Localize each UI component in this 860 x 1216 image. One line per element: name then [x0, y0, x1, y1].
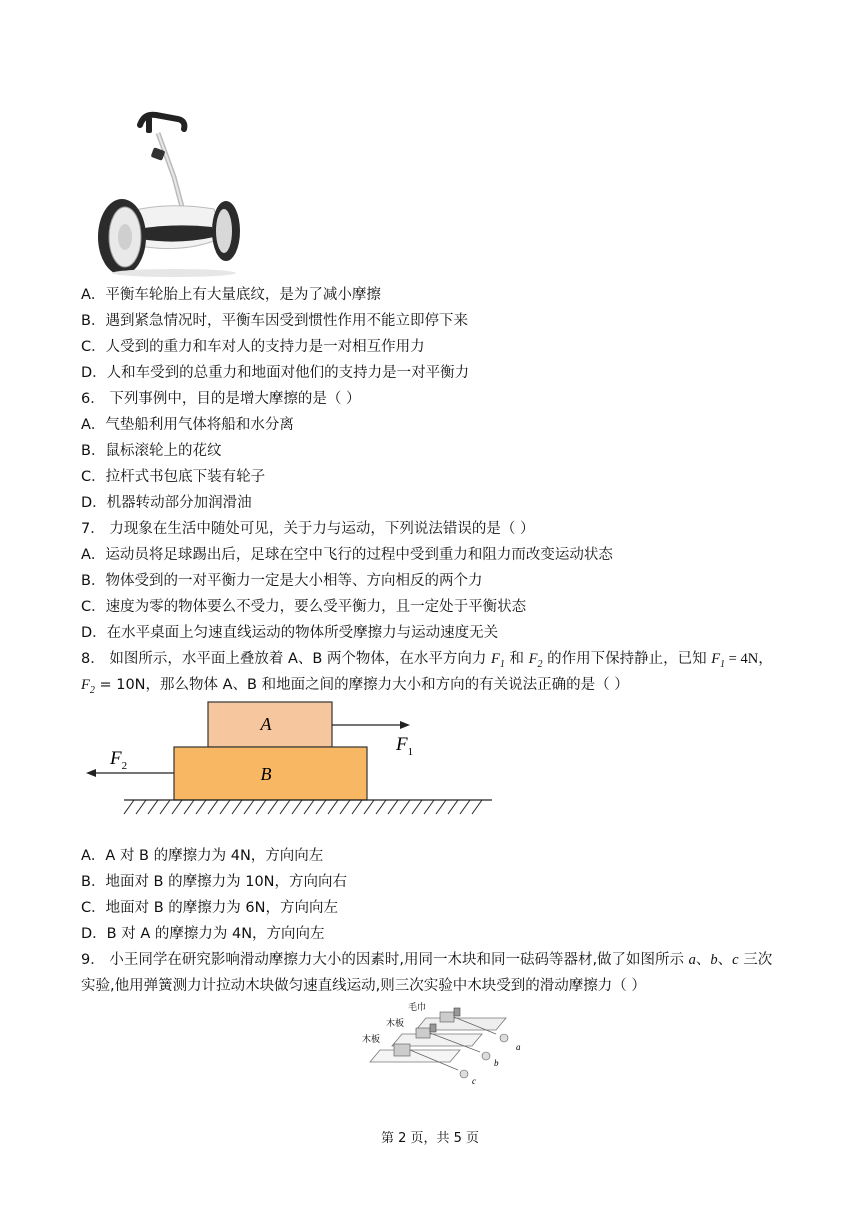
q9-stem-line1: 9． 小王同学在研究影响滑动摩擦力大小的因素时,用同一木块和同一砝码等器材,做了如图所示 a、b、c 三次 [81, 952, 773, 968]
svg-text:木板: 木板 [386, 1018, 405, 1028]
svg-text:a: a [516, 1042, 521, 1052]
q6-option-a: A．气垫船利用气体将船和水分离 [81, 417, 294, 433]
q5-option-b: B．遇到紧急情况时，平衡车因受到惯性作用不能立即停下来 [81, 313, 468, 329]
q8-stem-line2: $F_2 = 10N$，那么物体 A、B 和地面之间的摩擦力大小和方向的有关说法正确的是（ ） [81, 677, 629, 696]
block-b-label: B [260, 764, 272, 784]
q9-stem-line2: 实验,他用弹簧测力计拉动木块做匀速直线运动,则三次实验中木块受到的滑动摩擦力（ ） [81, 978, 646, 994]
block-a-label: A [260, 714, 272, 734]
q8-option-c: C．地面对 B 的摩擦力为 6N，方向向左 [81, 900, 338, 916]
f2-label: $F_2$ [110, 748, 128, 772]
q8-option-a: A．A 对 B 的摩擦力为 4N，方向向左 [81, 848, 324, 864]
ground-hatch [124, 800, 482, 814]
q6-option-c: C．拉杆式书包底下装有轮子 [81, 469, 266, 485]
q9-friction-experiment-figure [356, 1000, 536, 1088]
page-footer: 第 2 页，共 5 页 [380, 1131, 480, 1146]
svg-text:c: c [472, 1076, 476, 1086]
q8-force-diagram [80, 700, 500, 832]
setup-c [370, 1044, 476, 1086]
q7-option-a: A．运动员将足球踢出后，足球在空中飞行的过程中受到重力和阻力而改变运动状态 [81, 547, 613, 563]
svg-text:木板: 木板 [362, 1034, 381, 1044]
q6-option-b: B．鼠标滚轮上的花纹 [81, 443, 222, 459]
q8-option-d: D．B 对 A 的摩擦力为 4N，方向向左 [81, 926, 325, 942]
svg-text:毛巾: 毛巾 [408, 1002, 427, 1012]
balance-scooter-image [94, 105, 244, 280]
svg-text:b: b [494, 1058, 499, 1068]
q5-option-d: D．人和车受到的总重力和地面对他们的支持力是一对平衡力 [81, 365, 470, 381]
q7-option-d: D．在水平桌面上匀速直线运动的物体所受摩擦力与运动速度无关 [81, 625, 499, 641]
q7-stem: 7． 力现象在生活中随处可见，关于力与运动，下列说法错误的是（ ） [81, 521, 535, 537]
q5-option-c: C．人受到的重力和车对人的支持力是一对相互作用力 [81, 339, 425, 355]
q6-option-d: D．机器转动部分加润滑油 [81, 495, 252, 511]
q8-stem-line1: 8． 如图所示，水平面上叠放着 A、B 两个物体，在水平方向力 $F_1$ 和 $F_2$ 的作用下保持静止，已知 $F_1 = 4N$， [81, 651, 773, 670]
q8-option-b: B．地面对 B 的摩擦力为 10N，方向向右 [81, 874, 348, 890]
q7-option-c: C．速度为零的物体要么不受力，要么受平衡力，且一定处于平衡状态 [81, 599, 527, 615]
q7-option-b: B．物体受到的一对平衡力一定是大小相等、方向相反的两个力 [81, 573, 483, 589]
q6-stem: 6． 下列事例中，目的是增大摩擦的是（ ） [81, 391, 361, 407]
f1-label: $F_1$ [396, 734, 414, 758]
q5-option-a: A．平衡车轮胎上有大量底纹，是为了减小摩擦 [81, 287, 381, 303]
